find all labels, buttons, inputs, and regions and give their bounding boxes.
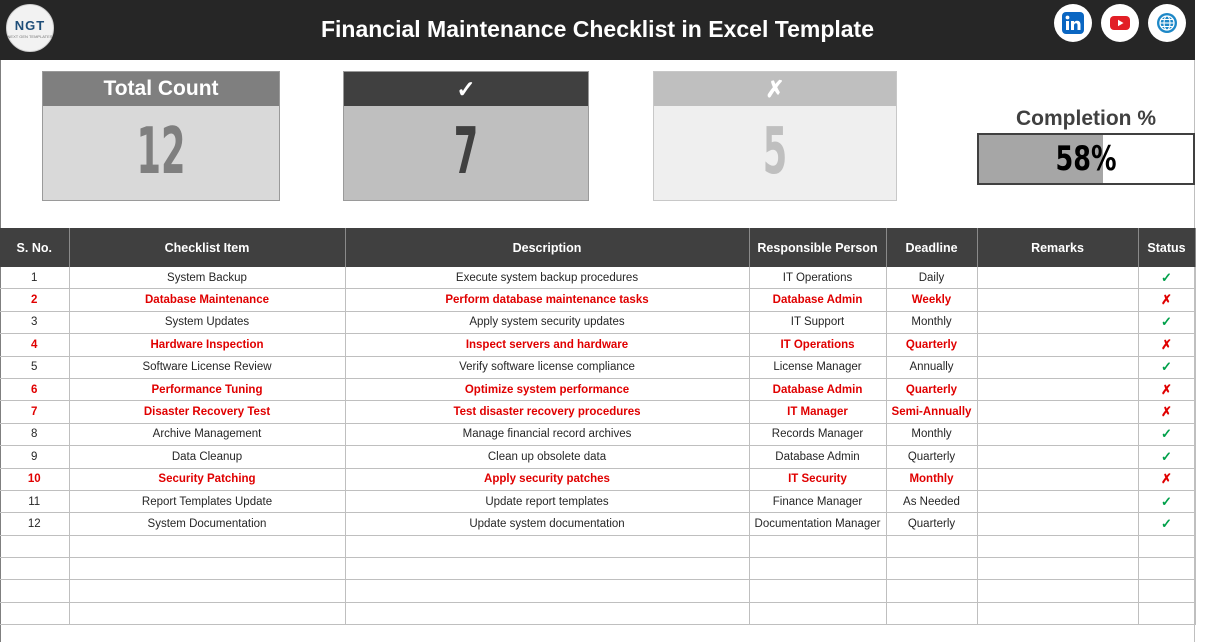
- cell-deadline[interactable]: Monthly: [886, 468, 977, 490]
- cell-deadline[interactable]: Monthly: [886, 423, 977, 445]
- completion-value: 58%: [1055, 139, 1117, 179]
- total-count-value: 12: [136, 115, 186, 189]
- empty-cell[interactable]: [886, 535, 977, 557]
- empty-cell[interactable]: [0, 535, 69, 557]
- cell-person[interactable]: Database Admin: [749, 289, 886, 311]
- completed-count-label: ✓: [344, 72, 588, 106]
- pending-count-label: ✗: [654, 72, 896, 106]
- cell-status[interactable]: ✗: [1138, 468, 1195, 490]
- empty-cell[interactable]: [345, 535, 749, 557]
- table-header-row: [0, 228, 1195, 267]
- cell-sno[interactable]: 3: [0, 311, 69, 333]
- cell-sno[interactable]: 7: [0, 401, 69, 423]
- table-row: [0, 311, 1195, 333]
- cell-remarks[interactable]: [977, 513, 1138, 535]
- cell-description[interactable]: Clean up obsolete data: [345, 446, 749, 468]
- cell-person[interactable]: License Manager: [749, 356, 886, 378]
- empty-cell[interactable]: [977, 602, 1138, 624]
- cell-sno[interactable]: 6: [0, 378, 69, 400]
- empty-cell[interactable]: [977, 558, 1138, 580]
- cell-person[interactable]: Finance Manager: [749, 490, 886, 512]
- cell-deadline[interactable]: Monthly: [886, 311, 977, 333]
- empty-cell[interactable]: [749, 558, 886, 580]
- cell-status[interactable]: ✓: [1138, 490, 1195, 512]
- cell-remarks[interactable]: [977, 446, 1138, 468]
- table-row: [0, 334, 1195, 356]
- table-row: [0, 490, 1195, 512]
- empty-cell[interactable]: [1138, 535, 1195, 557]
- total-count-label: Total Count: [43, 72, 279, 106]
- cell-remarks[interactable]: [977, 423, 1138, 445]
- cell-status[interactable]: ✓: [1138, 311, 1195, 333]
- col-header-item[interactable]: Checklist Item: [69, 228, 345, 267]
- table-row: [0, 289, 1195, 311]
- col-header-status[interactable]: Status: [1138, 228, 1195, 267]
- cell-status[interactable]: ✓: [1138, 513, 1195, 535]
- logo-text: NGT: [14, 18, 46, 33]
- cell-sno[interactable]: 12: [0, 513, 69, 535]
- empty-cell[interactable]: [886, 558, 977, 580]
- cell-remarks[interactable]: [977, 378, 1138, 400]
- cell-status[interactable]: ✗: [1138, 289, 1195, 311]
- cell-description[interactable]: Manage financial record archives: [345, 423, 749, 445]
- empty-cell[interactable]: [0, 580, 69, 602]
- empty-cell[interactable]: [749, 580, 886, 602]
- cell-sno[interactable]: 2: [0, 289, 69, 311]
- empty-row: [0, 602, 1195, 624]
- cell-remarks[interactable]: [977, 267, 1138, 289]
- empty-cell[interactable]: [345, 558, 749, 580]
- linkedin-button[interactable]: [1054, 4, 1092, 42]
- cell-deadline[interactable]: Semi-Annually: [886, 401, 977, 423]
- cell-item[interactable]: System Updates: [69, 311, 345, 333]
- cell-description[interactable]: Apply security patches: [345, 468, 749, 490]
- checklist-table: [0, 228, 1196, 625]
- cell-person[interactable]: Database Admin: [749, 446, 886, 468]
- table-row: [0, 513, 1195, 535]
- cell-item[interactable]: Performance Tuning: [69, 378, 345, 400]
- cell-item[interactable]: Report Templates Update: [69, 490, 345, 512]
- cell-description[interactable]: Execute system backup procedures: [345, 267, 749, 289]
- page-title: Financial Maintenance Checklist in Excel Template: [320, 16, 875, 42]
- empty-cell[interactable]: [69, 602, 345, 624]
- cell-status[interactable]: ✓: [1138, 267, 1195, 289]
- completed-count-value: 7: [453, 115, 479, 189]
- empty-cell[interactable]: [0, 602, 69, 624]
- cell-person[interactable]: Records Manager: [749, 423, 886, 445]
- cell-status[interactable]: ✓: [1138, 356, 1195, 378]
- cell-sno[interactable]: 8: [0, 423, 69, 445]
- empty-cell[interactable]: [0, 558, 69, 580]
- cell-item[interactable]: Software License Review: [69, 356, 345, 378]
- table-row: [0, 378, 1195, 400]
- youtube-icon: [1109, 12, 1131, 34]
- cell-description[interactable]: Perform database maintenance tasks: [345, 289, 749, 311]
- empty-cell[interactable]: [345, 602, 749, 624]
- cell-description[interactable]: Optimize system performance: [345, 378, 749, 400]
- cell-item[interactable]: System Documentation: [69, 513, 345, 535]
- cell-person[interactable]: IT Security: [749, 468, 886, 490]
- logo-subtext: NEXT GEN TEMPLATES: [7, 34, 53, 39]
- cell-status[interactable]: ✓: [1138, 446, 1195, 468]
- col-header-description[interactable]: Description: [345, 228, 749, 267]
- completion-progress-bar: [977, 133, 1195, 185]
- youtube-button[interactable]: [1101, 4, 1139, 42]
- cell-deadline[interactable]: Annually: [886, 356, 977, 378]
- cell-deadline[interactable]: As Needed: [886, 490, 977, 512]
- pending-count-card: [653, 71, 897, 201]
- cell-remarks[interactable]: [977, 334, 1138, 356]
- cell-sno[interactable]: 9: [0, 446, 69, 468]
- cell-item[interactable]: Hardware Inspection: [69, 334, 345, 356]
- cell-person[interactable]: IT Support: [749, 311, 886, 333]
- cell-remarks[interactable]: [977, 289, 1138, 311]
- cell-remarks[interactable]: [977, 356, 1138, 378]
- empty-row: [0, 558, 1195, 580]
- completion-label: Completion %: [1016, 107, 1156, 130]
- cell-status[interactable]: ✗: [1138, 334, 1195, 356]
- cell-person[interactable]: IT Operations: [749, 267, 886, 289]
- cell-description[interactable]: Update system documentation: [345, 513, 749, 535]
- cell-remarks[interactable]: [977, 490, 1138, 512]
- empty-row: [0, 580, 1195, 602]
- cell-person[interactable]: IT Operations: [749, 334, 886, 356]
- col-header-deadline[interactable]: Deadline: [886, 228, 977, 267]
- globe-icon: [1156, 12, 1178, 34]
- cell-sno[interactable]: 1: [0, 267, 69, 289]
- table-row: [0, 446, 1195, 468]
- cell-description[interactable]: Apply system security updates: [345, 311, 749, 333]
- empty-cell[interactable]: [749, 602, 886, 624]
- empty-cell[interactable]: [69, 535, 345, 557]
- empty-cell[interactable]: [749, 535, 886, 557]
- cell-deadline[interactable]: Quarterly: [886, 446, 977, 468]
- cell-deadline[interactable]: Quarterly: [886, 513, 977, 535]
- empty-cell[interactable]: [1138, 580, 1195, 602]
- cell-description[interactable]: Inspect servers and hardware: [345, 334, 749, 356]
- empty-cell[interactable]: [886, 602, 977, 624]
- website-button[interactable]: [1148, 4, 1186, 42]
- cell-person[interactable]: Documentation Manager: [749, 513, 886, 535]
- table-row: [0, 423, 1195, 445]
- cell-item[interactable]: Disaster Recovery Test: [69, 401, 345, 423]
- col-header-sno[interactable]: S. No.: [0, 228, 69, 267]
- empty-cell[interactable]: [1138, 558, 1195, 580]
- cell-person[interactable]: Database Admin: [749, 378, 886, 400]
- completed-count-card: [343, 71, 589, 201]
- cell-item[interactable]: Database Maintenance: [69, 289, 345, 311]
- cell-sno[interactable]: 10: [0, 468, 69, 490]
- cell-sno[interactable]: 4: [0, 334, 69, 356]
- cell-sno[interactable]: 5: [0, 356, 69, 378]
- table-row: [0, 356, 1195, 378]
- cell-deadline[interactable]: Quarterly: [886, 334, 977, 356]
- col-header-person[interactable]: Responsible Person: [749, 228, 886, 267]
- total-count-card: [42, 71, 280, 201]
- cell-item[interactable]: Data Cleanup: [69, 446, 345, 468]
- cell-description[interactable]: Verify software license compliance: [345, 356, 749, 378]
- table-row: [0, 401, 1195, 423]
- table-row: [0, 468, 1195, 490]
- cell-item[interactable]: Archive Management: [69, 423, 345, 445]
- table-row: [0, 267, 1195, 289]
- empty-cell[interactable]: [886, 580, 977, 602]
- empty-cell[interactable]: [69, 580, 345, 602]
- cell-deadline[interactable]: Quarterly: [886, 378, 977, 400]
- cell-person[interactable]: IT Manager: [749, 401, 886, 423]
- pending-count-value: 5: [762, 115, 788, 189]
- cell-description[interactable]: Test disaster recovery procedures: [345, 401, 749, 423]
- empty-cell[interactable]: [977, 535, 1138, 557]
- cell-remarks[interactable]: [977, 401, 1138, 423]
- cell-remarks[interactable]: [977, 311, 1138, 333]
- cell-status[interactable]: ✗: [1138, 378, 1195, 400]
- empty-row: [0, 535, 1195, 557]
- col-header-remarks[interactable]: Remarks: [977, 228, 1138, 267]
- cell-item[interactable]: Security Patching: [69, 468, 345, 490]
- empty-cell[interactable]: [345, 580, 749, 602]
- cell-item[interactable]: System Backup: [69, 267, 345, 289]
- linkedin-icon: [1062, 12, 1084, 34]
- empty-cell[interactable]: [1138, 602, 1195, 624]
- cell-status[interactable]: ✗: [1138, 401, 1195, 423]
- cell-sno[interactable]: 11: [0, 490, 69, 512]
- cell-remarks[interactable]: [977, 468, 1138, 490]
- empty-cell[interactable]: [977, 580, 1138, 602]
- cell-status[interactable]: ✓: [1138, 423, 1195, 445]
- cell-deadline[interactable]: Weekly: [886, 289, 977, 311]
- cell-description[interactable]: Update report templates: [345, 490, 749, 512]
- cell-deadline[interactable]: Daily: [886, 267, 977, 289]
- header-bar: [0, 0, 1195, 60]
- empty-cell[interactable]: [69, 558, 345, 580]
